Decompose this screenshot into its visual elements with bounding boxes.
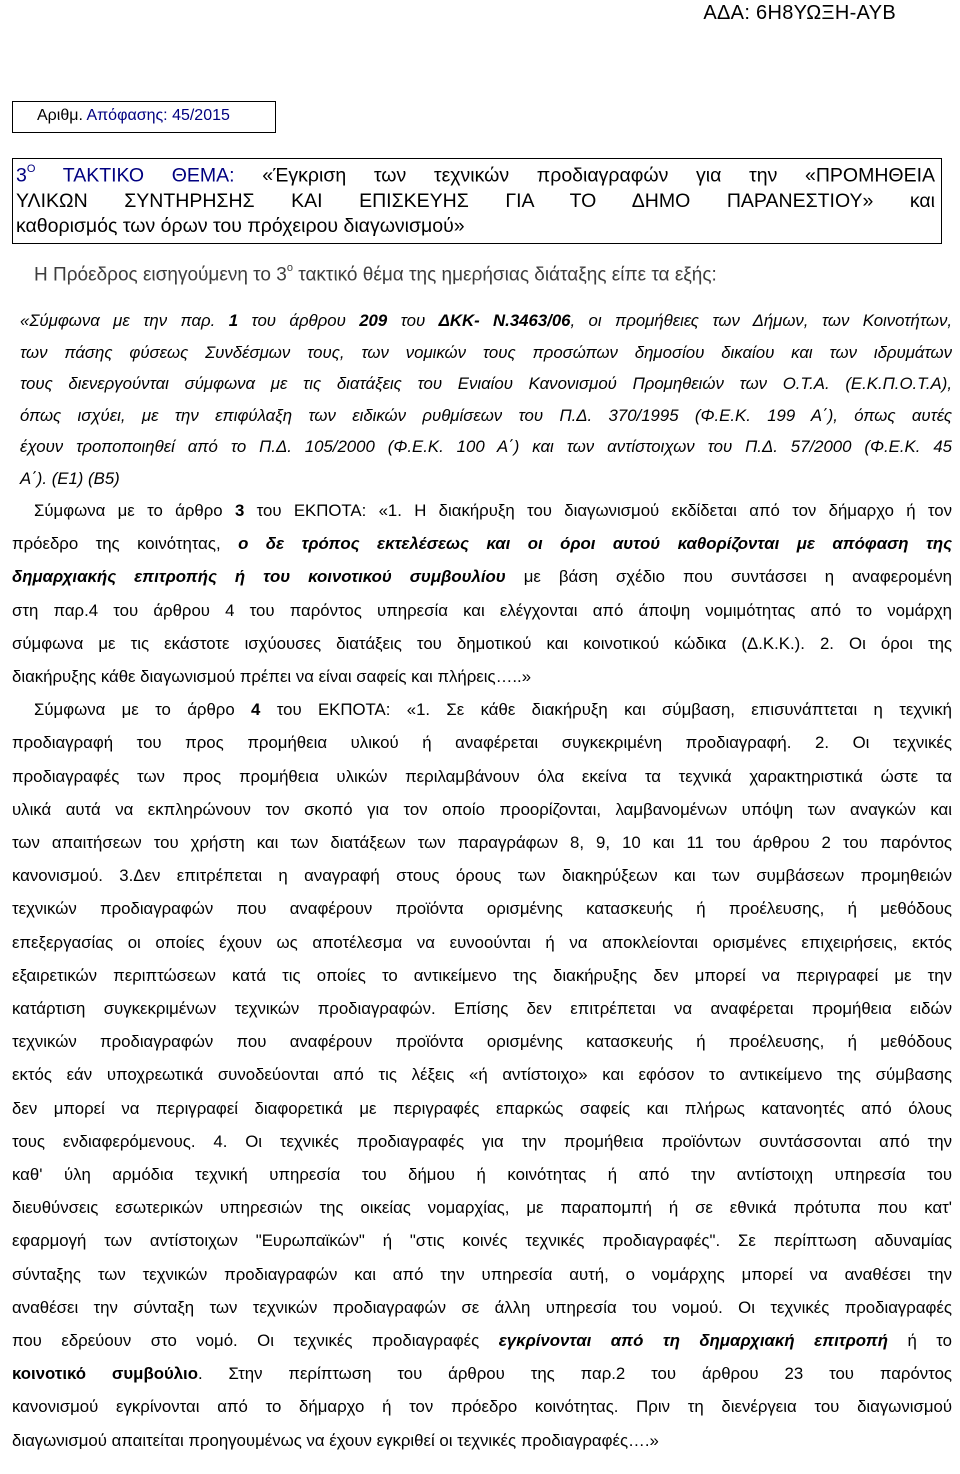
topic-line-2: ΥΛΙΚΩΝ ΣΥΝΤΗΡΗΣΗΣ ΚΑΙ ΕΠΙΣΚΕΥΗΣ ΓΙΑ ΤΟ ΔΗΜΟ ΠΑΡΑΝΕΣΤΙΟΥ» και [16, 189, 935, 212]
intro-sup: ο [286, 262, 293, 274]
p3-line: κατάρτιση συγκεκριμένων τεχνικών προδιαγραφών. Επίσης δεν επιτρέπεται να αναφέρεται προμήθεια ειδών [12, 999, 952, 1019]
p2-line: σύμφωνα με τις εκάστοτε ισχύουσες διατάξεις του δημοτικού και κοινοτικού κώδικα (Δ.Κ.Κ.). 2. Οι όροι της [12, 633, 952, 653]
p3-line: κοινοτικό συμβούλιο. Στην περίπτωση του άρθρου της παρ.2 του άρθρου 23 του παρόντος [12, 1364, 952, 1384]
p3-line: τεχνικών προδιαγραφών που αναφέρουν προϊόντα ορισμένης κατασκευής ή προέλευσης, ή μεθόδους [12, 899, 952, 919]
topic-number: 3 [16, 164, 27, 187]
intro-text [34, 264, 717, 286]
topic-box [12, 158, 942, 244]
p1-line: Α΄). (Ε1) (Β5) [20, 468, 120, 488]
p3-line: διαγωνισμού απαιτείται προηγουμένως να έχουν εγκριθεί οι τεχνικές προδιαγραφές….» [12, 1430, 659, 1450]
paragraph-1 [12, 305, 952, 494]
p3-line: δεν μπορεί να περιγραφεί διαφορετικά με περιγραφές επαρκώς σαφείς και πλήρως κατανοητές από όλους [12, 1098, 952, 1118]
p3-line: επεξεργασίας οι οποίες έχουν ως αποτέλεσμα να ευνοούνται ή να αποκλείονται ορισμένες επιχειρήσεις, εκτός [12, 932, 952, 952]
p1-line: «Σύμφωνα με την παρ. 1 του άρθρου 209 του ΔΚΚ- Ν.3463/06, οι προμήθειες των Δήμων, των Κοινοτήτων, [20, 311, 953, 330]
p3-line: καθ' ύλη αρμόδια τεχνική υπηρεσία του δήμου ή κοινότητας ή από την αντίστοιχη υπηρεσία του [12, 1165, 952, 1185]
topic-line-1 [16, 159, 935, 189]
p2-line: στη παρ.4 του άρθρου 4 του παρόντος υπηρεσία και ελέγχονται από άποψη νομιμότητας από το νομάρχη [12, 600, 952, 620]
intro-part-b: τακτικό θέμα της ημερήσιας διάταξης είπε τα εξής: [292, 264, 717, 286]
p3-line: αναθέσει την σύνταξη των τεχνικών προδιαγραφών σε άλλη υπηρεσία του νομού. Οι τεχνικές προδιαγραφές [12, 1297, 952, 1317]
p3-line: εκτός εάν υποχρεωτικά συνοδεύονται από τις λέξεις «ή αντίστοιχο» και εφόσον το αντικείμενο της σύμβασης [12, 1065, 952, 1085]
p1-line: των πάσης φύσεως Συνδέσμων τους, των νομικών τους προσώπων δημοσίου δικαίου και των ιδρυμάτων [20, 342, 952, 362]
document-body [12, 305, 952, 1457]
paragraph-2 [12, 494, 952, 693]
p3-line: υλικά αυτά να εκπληρώνουν τον σκοπό για τον οποίο προορίζονται, λαμβανομένων υπόψη των αναγκών και [12, 799, 952, 819]
p3-line: προδιαγραφή του προς προμήθεια υλικού ή αναφέρεται συγκεκριμένη προδιαγραφή. 2. Οι τεχνικές [12, 733, 952, 753]
ada-code: ΑΔΑ: 6Η8ΥΩΞΗ-ΑΥΒ [703, 2, 896, 24]
p3-line: των απαιτήσεων του χρήστη και των διατάξεων των παραγράφων 8, 9, 10 και 11 του άρθρου 2 του παρόντος [12, 833, 952, 853]
intro-part-a: Η Πρόεδρος εισηγούμενη το 3 [34, 264, 287, 286]
p1-line: έχουν τροποποιηθεί από το Π.Δ. 105/2000 (Φ.Ε.Κ. 100 Α΄) και των αντίστοιχων του Π.Δ. 57/2000 (Φ.Ε.Κ. 45 [20, 437, 952, 456]
p3-line: διευθύνσεις εσωτερικών υπηρεσιών της οικείας νομαρχίας, με παραπομπή ή σε εθνικά πρότυπα που κατ' [12, 1198, 952, 1218]
p1-line: όπως ισχύει, με την επιφύλαξη των ειδικών ρυθμίσεων του Π.Δ. 370/1995 (Φ.Ε.Κ. 199 Α΄), όπως αυτές [20, 405, 952, 425]
p3-line: τους ενδιαφερόμενους. 4. Οι τεχνικές προδιαγραφές για την προμήθεια προϊόντων συντάσσονται από την [12, 1131, 952, 1151]
p3-line: κανονισμού εγκρίνονται από το δήμαρχο ή τον πρόεδρο κοινότητας. Πριν τη διενέργεια του διαγωνισμού [12, 1397, 952, 1417]
p3-line: κανονισμού. 3.Δεν επιτρέπεται η αναγραφή στους όρους των διακηρύξεων και των συμβάσεων προμηθειών [12, 866, 952, 886]
p2-line: δημαρχιακής επιτροπής ή του κοινοτικού συμβουλίου με βάση σχέδιο που συντάσσει η αναφερομένη [12, 567, 952, 587]
p1-line: τους διενεργούνται σύμφωνα με τις διατάξεις του Ενιαίου Κανονισμού Προμηθειών των Ο.Τ.Α. (Ε.Κ.Π.Ο.Τ.Α), [20, 374, 952, 393]
p3-line: προδιαγραφές των προς προμήθεια υλικών περιλαμβάνουν όλα εκείνα τα τεχνικά χαρακτηριστικά ώστε τα [12, 766, 952, 786]
paragraph-3 [12, 693, 952, 1457]
p3-line: Σύμφωνα με το άρθρο 4 του ΕΚΠΟΤΑ: «1. Σε κάθε διακήρυξη και σύμβαση, επισυνάπτεται η τεχνική [34, 700, 952, 720]
decision-number-box [12, 101, 276, 133]
p3-line: τεχνικών προδιαγραφών που αναφέρουν προϊόντα ορισμένης κατασκευής ή προέλευσης, ή μεθόδους [12, 1032, 952, 1052]
decision-prefix: Αριθμ. [37, 107, 83, 124]
p2-line: Σύμφωνα με το άρθρο 3 του ΕΚΠΟΤΑ: «1. Η διακήρυξη του διαγωνισμού εκδίδεται από τον δήμαρχο ή τον [34, 501, 952, 520]
p2-line: πρόεδρο της κοινότητας, ο δε τρόπος εκτελέσεως και οι όροι αυτού καθορίζονται με απόφαση της [12, 534, 952, 554]
topic-label: ΤΑΚΤΙΚΟ ΘΕΜΑ: [35, 164, 235, 187]
decision-number: Απόφασης: 45/2015 [82, 107, 230, 124]
p3-line: εξαιρετικών περιπτώσεων κατά τις οποίες το αντικείμενο της διακήρυξης δεν μπορεί να περιγραφεί με την [12, 965, 952, 985]
p2-line: διακήρυξης κάθε διαγωνισμού πρέπει να είναι σαφείς και πλήρεις…..» [12, 667, 532, 687]
p3-line: εφαρμογή των αντίστοιχων "Ευρωπαϊκών" ή "στις κοινές τεχνικές προδιαγραφές". Σε περίπτωση αδυναμίας [12, 1231, 952, 1251]
topic-sup: Ο [26, 163, 36, 175]
topic-title-1: «Έγκριση των τεχνικών προδιαγραφών για την «ΠΡΟΜΗΘΕΙΑ [234, 164, 935, 187]
p3-line: που εδρεύουν στο νομό. Οι τεχνικές προδιαγραφές εγκρίνονται από τη δημαρχιακή επιτροπή ή το [12, 1331, 952, 1351]
topic-line-3: καθορισμός των όρων του πρόχειρου διαγωνισμού» [16, 214, 465, 237]
p3-line: σύνταξης των τεχνικών προδιαγραφών και από την υπηρεσία αυτή, ο νομάρχης μπορεί να αναθέσει την [12, 1264, 952, 1284]
